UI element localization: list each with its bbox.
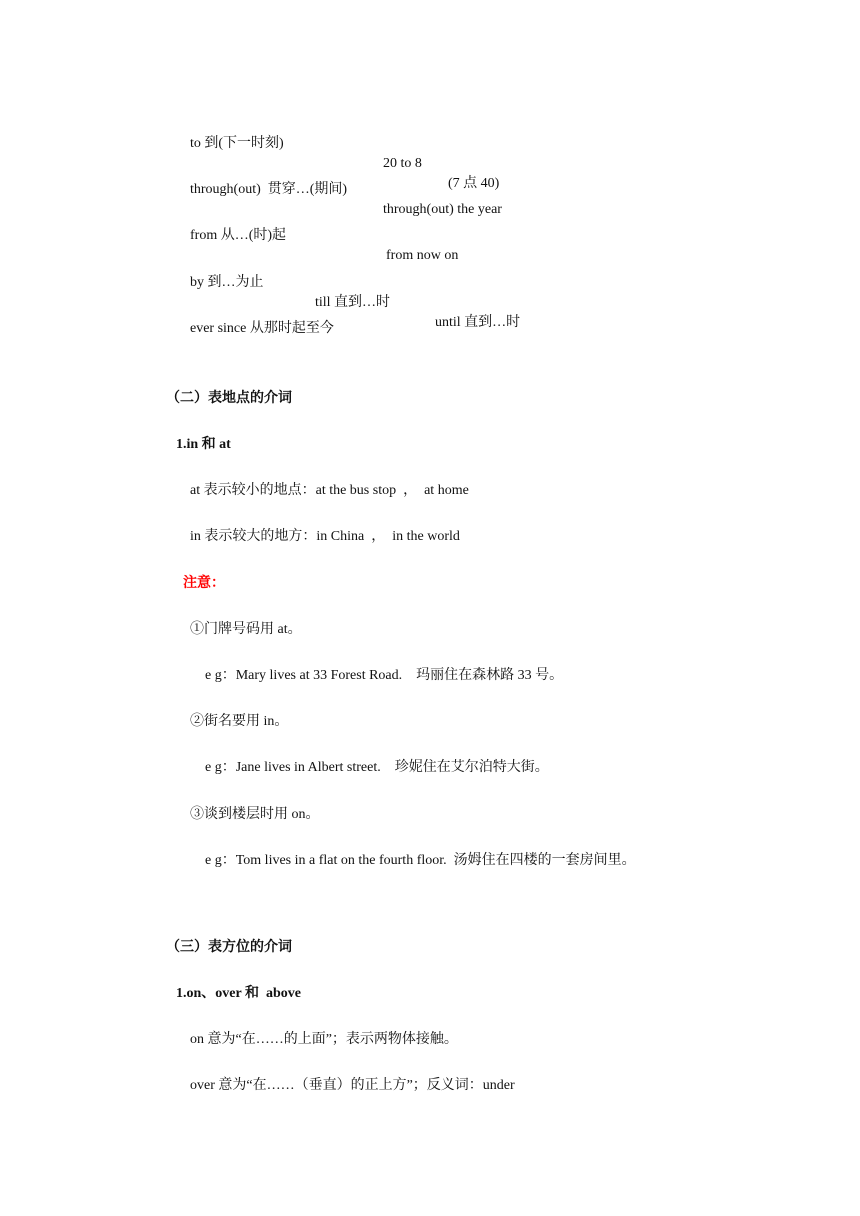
- text: 20 to 8: [383, 156, 422, 171]
- text: through(out) the year: [383, 202, 502, 217]
- note-item: ③谈到楼层时用 on。: [190, 807, 320, 822]
- text-line: at 表示较小的地点：at the bus stop ， at home: [190, 483, 469, 498]
- text: to 到(下一时刻): [190, 136, 284, 151]
- text: (7 点 40): [448, 176, 500, 191]
- text-line: in 表示较大的地方：in China ， in the world: [190, 529, 460, 544]
- example-line: e g：Tom lives in a flat on the fourth floor. 汤姆住在四楼的一套房间里。: [205, 853, 636, 868]
- text: through(out) 贯穿…(期间): [190, 182, 348, 197]
- section-heading: （二）表地点的介词: [166, 391, 292, 406]
- text: from now on: [386, 248, 459, 263]
- note-item: ②街名要用 in。: [190, 714, 289, 729]
- text: by 到…为止: [190, 275, 264, 290]
- time-line-ever: [0, 299, 334, 339]
- example-line: e g：Jane lives in Albert street. 珍妮住在艾尔泊特大街。: [205, 760, 549, 775]
- note-item: ①门牌号码用 at。: [190, 622, 302, 637]
- text: from 从…(时)起: [190, 228, 287, 243]
- text-line: on 意为“在……的上面”；表示两物体接触。: [190, 1032, 458, 1047]
- example-line: e g：Mary lives at 33 Forest Road. 玛丽住在森林路 33 号。: [205, 668, 564, 683]
- text: till 直到…时: [315, 295, 391, 310]
- section-heading: （三）表方位的介词: [166, 940, 292, 955]
- text: ever since 从那时起至今: [190, 321, 334, 336]
- text-line: over 意为“在……（垂直）的正上方”；反义词：under: [190, 1078, 515, 1093]
- subsection-heading: 1.on、over 和 above: [176, 986, 301, 1001]
- text: until 直到…时: [435, 315, 521, 330]
- note-label: 注意：: [183, 576, 225, 591]
- subsection-heading: 1.in 和 at: [176, 437, 231, 452]
